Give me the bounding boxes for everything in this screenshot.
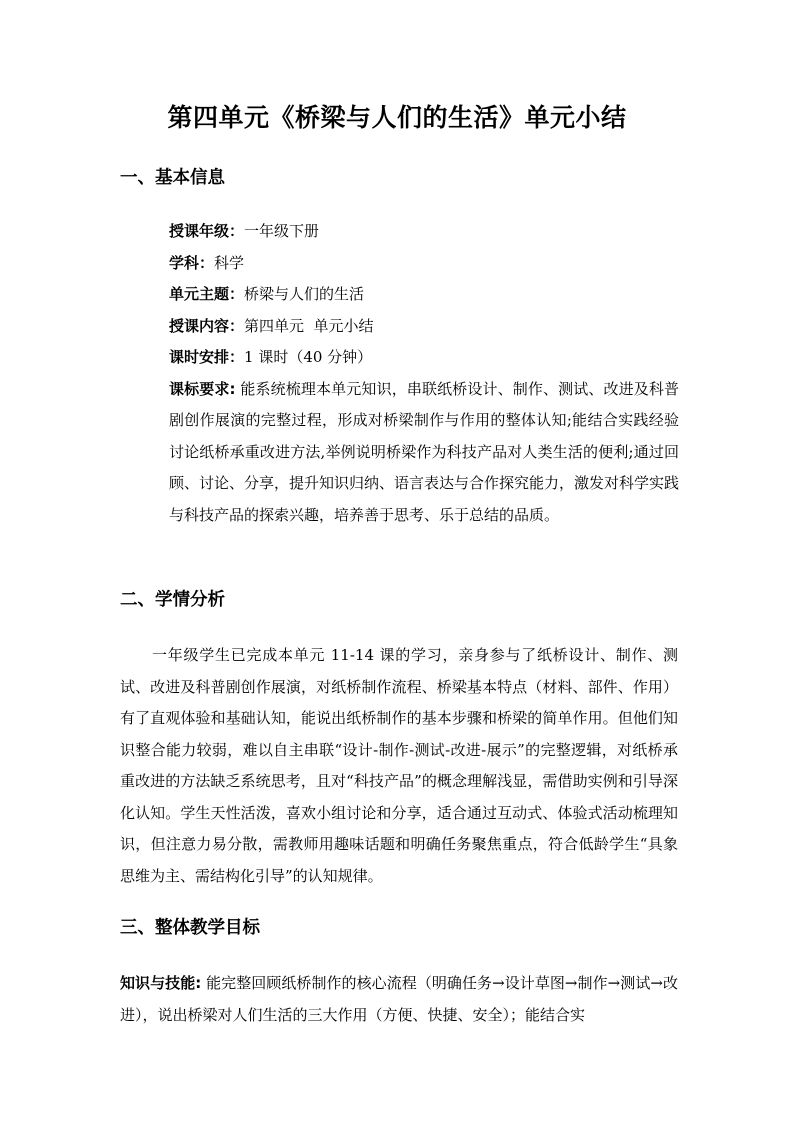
goals-text: 能完整回顾纸桥制作的核心流程（明确任务→设计草图→制作→测试→改进），说出桥梁对人们生活的三大作用（方便、快捷、安全）；能结合实 <box>120 974 678 1024</box>
info-label: 学科： <box>169 253 215 272</box>
section-heading-basic-info: 一、基本信息 <box>120 168 225 188</box>
info-value: 桥梁与人们的生活 <box>244 285 365 303</box>
info-label: 课标要求: <box>169 379 236 398</box>
info-row-theme <box>169 279 679 311</box>
info-row-schedule <box>169 342 679 374</box>
info-label: 单元主题： <box>169 285 245 303</box>
info-row-grade <box>169 216 679 248</box>
basic-info-list <box>169 216 679 531</box>
goals-label: 知识与技能: <box>120 974 202 992</box>
info-row-standards <box>169 374 679 532</box>
info-row-subject <box>169 248 679 280</box>
document-title: 第四单元《桥梁与人们的生活》单元小结 <box>167 103 627 132</box>
info-row-content <box>169 311 679 343</box>
learning-analysis-paragraph: 一年级学生已完成本单元 11-14 课的学习，亲身参与了纸桥设计、制作、测试、改进及科普剧创作展演，对纸桥制作流程、桥梁基本特点（材料、部件、作用）有了直观体验和基础认知，能说出纸桥制作的基本步骤和桥梁的简单作用。但他们知识整合能力较弱，难以自主串联“设计-制作-测试-改进-展示”的完整逻辑，对纸桥承重改进的方法缺乏系统思考，且对“科技产品”的概念理解浅显，需借助实例和引导深化认知。学生天性活泼，喜欢小组讨论和分享，适合通过互动式、体验式活动梳理知识，但注意力易分散，需教师用趣味话题和明确任务聚焦重点，符合低龄学生“具象思维为主、需结构化引导”的认知规律。 <box>120 646 678 885</box>
info-value: 一年级下册 <box>244 222 320 240</box>
info-label: 授课年级： <box>169 222 245 240</box>
goals-paragraph <box>120 968 678 1031</box>
info-value: 科学 <box>214 253 245 272</box>
info-label: 课时安排： <box>169 348 245 366</box>
section-heading-goals: 三、整体教学目标 <box>120 918 260 938</box>
info-value: 能系统梳理本单元知识，串联纸桥设计、制作、测试、改进及科普剧创作展演的完整过程，形成对桥梁制作与作用的整体认知;能结合实践经验讨论纸桥承重改进方法,举例说明桥梁作为科技产品对人类生活的便利;通过回顾、讨论、分享，提升知识归纳、语言表达与合作探究能力，激发对科学实践与科技产品的探索兴趣，培养善于思考、乐于总结的品质。 <box>169 379 680 524</box>
section-heading-learning-analysis: 二、学情分析 <box>120 590 225 610</box>
info-label: 授课内容： <box>169 316 245 335</box>
info-value: 第四单元 单元小结 <box>244 316 374 335</box>
info-value: 1 课时（40 分钟） <box>244 348 373 366</box>
